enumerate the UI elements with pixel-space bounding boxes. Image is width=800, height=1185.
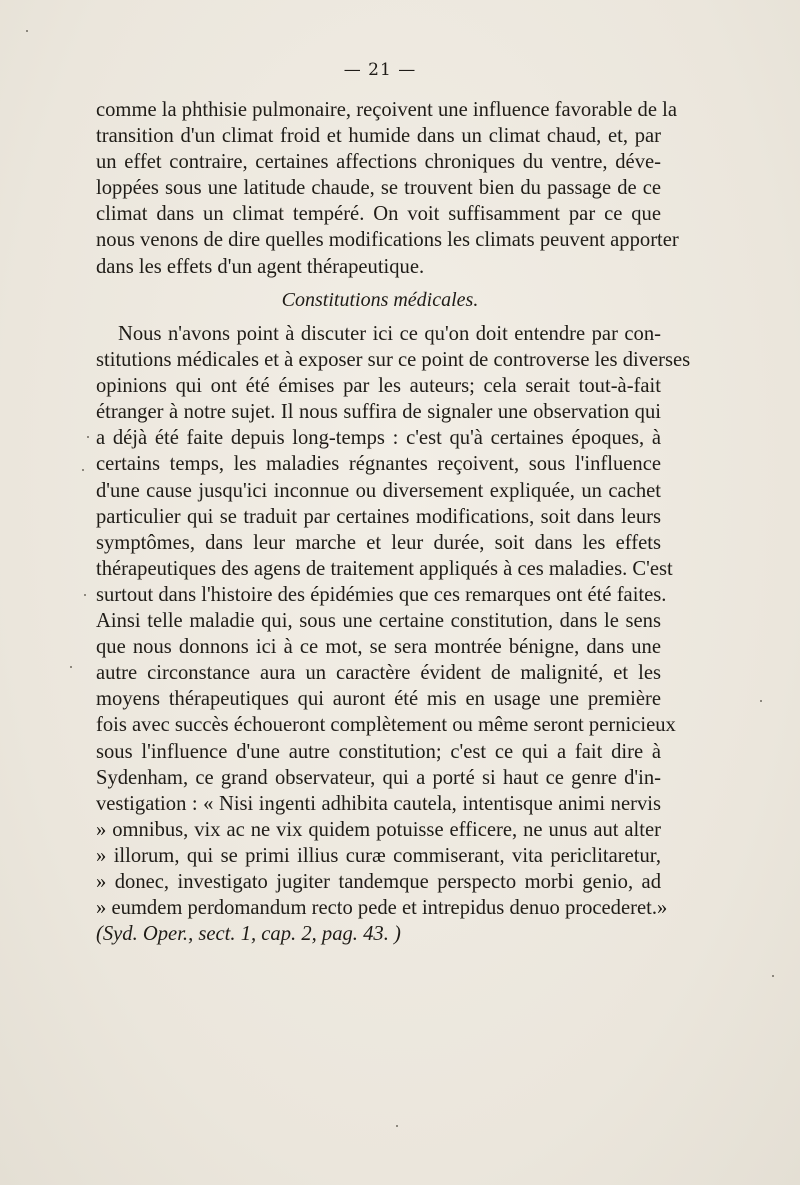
citation-reference: (Syd. Oper., sect. 1, cap. 2, pag. 43. ) <box>96 923 401 946</box>
text-line: moyens thérapeutiques qui auront été mis en usage une première <box>96 688 661 711</box>
paper-speck <box>396 1125 398 1127</box>
text-line: thérapeutiques des agens de traitement appliqués à ces maladies. C'est <box>96 557 673 580</box>
text-line: que nous donnons ici à ce mot, se sera montrée bénigne, dans une <box>96 636 661 659</box>
text-line: Ainsi telle maladie qui, sous une certaine constitution, dans le sens <box>96 610 661 633</box>
section-heading: Constitutions médicales. <box>281 289 479 311</box>
paper-speck <box>772 975 774 977</box>
text-line: loppées sous une latitude chaude, se trouvent bien du passage de ce <box>96 177 661 200</box>
text-line: climat dans un climat tempéré. On voit suffisamment par ce que <box>96 203 661 226</box>
text-line: » eumdem perdomandum recto pede et intrepidus denuo procederet.» <box>96 897 668 920</box>
text-line: Nous n'avons point à discuter ici ce qu'on doit entendre par con- <box>118 323 661 345</box>
paper-speck <box>70 666 72 668</box>
text-line: fois avec succès échoueront complètement ou même seront pernicieux <box>96 714 676 737</box>
paragraph-climates <box>96 97 679 280</box>
text-line: certains temps, les maladies régnantes reçoivent, sous l'influence <box>96 453 661 476</box>
text-line: » donec, investigato jugiter tandemque perspecto morbi genio, ad <box>96 870 661 893</box>
text-line: vestigation : « Nisi ingenti adhibita cautela, intentisque animi nervis <box>96 792 661 815</box>
text-line: comme la phthisie pulmonaire, reçoivent une influence favorable de la <box>96 99 677 121</box>
text-line: un effet contraire, certaines affections chroniques du ventre, déve- <box>96 151 661 174</box>
text-line: nous venons de dire quelles modifications les climats peuvent apporter <box>96 229 679 252</box>
text-line: a déjà été faite depuis long-temps : c'est qu'à certaines époques, à <box>96 427 661 450</box>
paper-speck <box>84 594 86 596</box>
page-number: — 21 — <box>343 60 417 80</box>
text-line: d'une cause jusqu'ici inconnue ou diversement expliquée, un cachet <box>96 479 661 502</box>
text-line: autre circonstance aura un caractère évident de malignité, et les <box>96 662 661 685</box>
text-line: transition d'un climat froid et humide dans un climat chaud, et, par <box>96 125 661 148</box>
text-line: opinions qui ont été émises par les auteurs; cela serait tout-à-fait <box>96 375 661 398</box>
text-line: dans les effets d'un agent thérapeutique. <box>96 255 425 278</box>
paragraph-constitutions <box>96 321 691 947</box>
text-line: surtout dans l'histoire des épidémies que ces remarques ont été faites. <box>96 583 667 606</box>
text-line: » omnibus, vix ac ne vix quidem potuisse efficere, ne unus aut alter <box>96 818 661 841</box>
text-line: symptômes, dans leur marche et leur durée, soit dans les effets <box>96 531 661 554</box>
paper-speck <box>760 700 762 702</box>
text-line: étranger à notre sujet. Il nous suffira de signaler une observation qui <box>96 401 661 424</box>
text-line: » illorum, qui se primi illius curæ commiserant, vita periclitaretur, <box>96 844 661 867</box>
text-line: sous l'influence d'une autre constitution; c'est ce qui a fait dire à <box>96 740 661 763</box>
paper-speck <box>26 30 28 32</box>
text-line: Sydenham, ce grand observateur, qui a porté si haut ce genre d'in- <box>96 766 661 789</box>
text-line: particulier qui se traduit par certaines modifications, soit dans leurs <box>96 505 661 528</box>
paper-speck <box>82 469 84 471</box>
text-line: stitutions médicales et à exposer sur ce point de controverse les diverses <box>96 349 691 372</box>
paper-speck <box>87 436 89 438</box>
